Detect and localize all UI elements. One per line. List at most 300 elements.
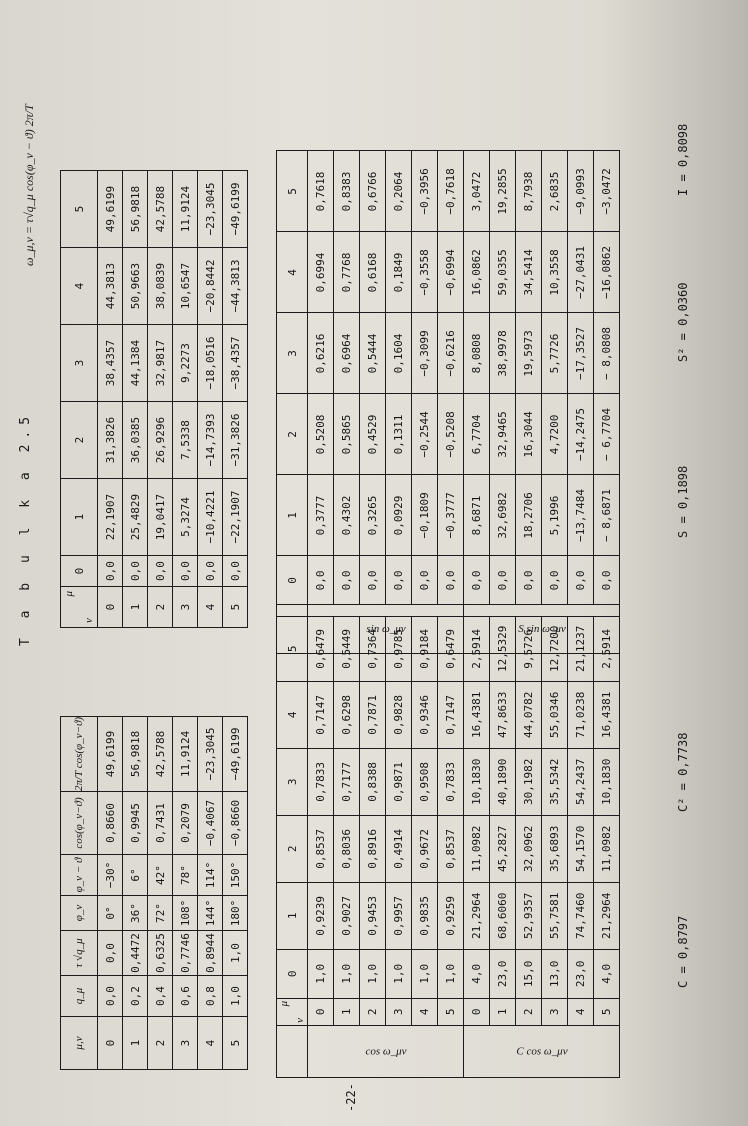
table-cell: 4,0 (464, 949, 490, 998)
table-cell: 32,9465 (490, 394, 516, 475)
table-cell: −49,6199 (223, 171, 248, 248)
header-cell: 2π/T cos(φ_ν−ϑ) (61, 716, 98, 791)
table-cell: − 8,6871 (594, 475, 620, 556)
table-cell: 11,0982 (464, 815, 490, 882)
table-cell: 3 (386, 998, 412, 1025)
ssin-row (490, 151, 516, 654)
table-cell: 2,6835 (542, 151, 568, 232)
table-cell: 45,2827 (490, 815, 516, 882)
page-number: -22- (344, 1083, 358, 1112)
table-cell: 0,7768 (334, 232, 360, 313)
table-cell: 4,7200 (542, 394, 568, 475)
table-cell: 0,4 (148, 976, 173, 1017)
table-cell: 0,8383 (334, 151, 360, 232)
table-cell: 0,7177 (334, 748, 360, 815)
table-cell: 34,5414 (516, 232, 542, 313)
header-cell: 5 (277, 151, 308, 232)
table-cell: 36,0385 (123, 402, 148, 479)
table-cell: −0,7618 (438, 151, 464, 232)
table-cell: 0 (308, 998, 334, 1025)
table-cell: 44,3813 (98, 248, 123, 325)
table-cell: 0,8537 (308, 815, 334, 882)
table-cell: −3,0472 (594, 151, 620, 232)
table-cell: 55,0346 (542, 681, 568, 748)
table-cell: 0,7147 (438, 681, 464, 748)
table-cell: −18,0516 (198, 325, 223, 402)
sin-body (308, 151, 620, 654)
table-cell: 0,7833 (308, 748, 334, 815)
table-cell: 0,1311 (386, 394, 412, 475)
table-cell: 56,9818 (123, 716, 148, 791)
table-cell: 74,7460 (568, 882, 594, 949)
header-cell: 3 (277, 313, 308, 394)
table-cell: 31,3826 (98, 402, 123, 479)
row-group-label (308, 1025, 464, 1077)
table-cell: 0,9346 (412, 681, 438, 748)
table-cell: −9,0993 (568, 151, 594, 232)
table-cell: 0,0 (438, 556, 464, 605)
parameter-row (123, 716, 148, 1069)
ssin-row (594, 151, 620, 654)
ssin-row (568, 151, 594, 654)
table-cell: 0,0 (360, 556, 386, 605)
table-cell: 2 (148, 587, 173, 628)
table-cell: 0,7431 (148, 792, 173, 855)
table-cell: 0,4529 (360, 394, 386, 475)
table-cell: 10,3558 (542, 232, 568, 313)
table-cell: 0,4914 (386, 815, 412, 882)
table-cell: −16,0862 (594, 232, 620, 313)
row-group-label-text: C cos ω_μν (515, 1045, 568, 1058)
table-cell: 13,0 (542, 949, 568, 998)
table-cell: 0,0 (308, 556, 334, 605)
header-cell: 2 (61, 402, 98, 479)
table-cell: 0,9453 (360, 882, 386, 949)
table-cell: 0,9259 (438, 882, 464, 949)
cos-row (386, 616, 412, 1077)
table-cell: 9,2273 (173, 325, 198, 402)
table-cell: 5 (438, 998, 464, 1025)
row-group-label (308, 605, 464, 654)
table-cell: 0,9785 (386, 616, 412, 681)
table-cell: 5 (223, 1017, 248, 1070)
header-cell: μ,ν (61, 1017, 98, 1070)
parameter-row (173, 716, 198, 1069)
table-cell: 2 (516, 998, 542, 1025)
sin-row (334, 151, 360, 654)
header-cell: φ_ν (61, 896, 98, 931)
table-cell: 38,4357 (98, 325, 123, 402)
header-cell: 2 (277, 815, 308, 882)
table-cell: 54,2437 (568, 748, 594, 815)
table-cell: 4 (198, 587, 223, 628)
table-cell: 8,7938 (516, 151, 542, 232)
header-cell: 1 (277, 882, 308, 949)
row-group-label (464, 605, 620, 654)
header-cell: 5 (61, 171, 98, 248)
ccos-row (568, 616, 594, 1077)
table-cell: −10,4221 (198, 479, 223, 556)
corner-mu: μ (278, 1000, 290, 1007)
table-cell: 3 (173, 587, 198, 628)
header-cell: cos(φ_ν−ϑ) (61, 792, 98, 855)
table-cell: −22,1907 (223, 479, 248, 556)
table-cell: −0,5208 (438, 394, 464, 475)
table-cell: −0,3777 (438, 475, 464, 556)
parameter-table (60, 716, 248, 1070)
table-cell: 1 (490, 998, 516, 1025)
table-cell: 0,5444 (360, 313, 386, 394)
cos-row (438, 616, 464, 1077)
table-cell: −30° (98, 855, 123, 896)
table-cell: 1,0 (386, 949, 412, 998)
table-cell: 0,2079 (173, 792, 198, 855)
table-cell: 0,8660 (98, 792, 123, 855)
sin-row (412, 151, 438, 654)
table-cell: 22,1907 (98, 479, 123, 556)
table-cell: 5,1996 (542, 475, 568, 556)
sin-row (386, 151, 412, 654)
table-cell: 0,0 (98, 976, 123, 1017)
table-cell: 12,7200 (542, 616, 568, 681)
table-cell: 0,0 (223, 556, 248, 587)
table-cell: 1,0 (223, 931, 248, 976)
ccos-row (516, 616, 542, 1077)
sin-header-row (277, 151, 308, 654)
table-cell: −0,3099 (412, 313, 438, 394)
table-cell: 16,0862 (464, 232, 490, 313)
corner-nu: ν (294, 1017, 306, 1023)
table-cell: 0,7618 (308, 151, 334, 232)
table-cell: 55,7581 (542, 882, 568, 949)
table-cell: 0,5208 (308, 394, 334, 475)
table-cell: 25,4829 (123, 479, 148, 556)
row-group-label-text: sin ω_μν (365, 623, 406, 636)
table-cell: 0,3777 (308, 475, 334, 556)
cos-row (334, 616, 360, 1077)
table-cell: 0,0 (568, 556, 594, 605)
table-cell: 16,4381 (594, 681, 620, 748)
sin-table (276, 150, 620, 654)
table-cell: 78° (173, 855, 198, 896)
table-cell: 0,6479 (308, 616, 334, 681)
table-cell: 0,6 (173, 976, 198, 1017)
table-cell: 50,9663 (123, 248, 148, 325)
table-cell: 10,1830 (464, 748, 490, 815)
table-cell: 2,5914 (594, 616, 620, 681)
table-cell: 0,8 (198, 976, 223, 1017)
table-cell: −0,6994 (438, 232, 464, 313)
table-cell: 7,5338 (173, 402, 198, 479)
table-cell: 6° (123, 855, 148, 896)
table-cell: 52,9357 (516, 882, 542, 949)
table-cell: 0,4302 (334, 475, 360, 556)
corner-nu: ν (83, 618, 95, 623)
table-cell: −14,2475 (568, 394, 594, 475)
table-cell: 2 (360, 998, 386, 1025)
table-cell: 54,1570 (568, 815, 594, 882)
table-cell: 0 (98, 1017, 123, 1070)
table-cell: 0,0 (148, 556, 173, 587)
omega-row (98, 171, 123, 628)
table-cell: 42,5788 (148, 171, 173, 248)
table-cell: 3 (173, 1017, 198, 1070)
table-cell: 42° (148, 855, 173, 896)
header-cell: 0 (61, 556, 98, 587)
table-cell: 8,6871 (464, 475, 490, 556)
table-cell: 6,7704 (464, 394, 490, 475)
table-cell: 15,0 (516, 949, 542, 998)
header-cell: 1 (61, 479, 98, 556)
table-cell: −27,0431 (568, 232, 594, 313)
ssin-row (516, 151, 542, 654)
table-cell: −0,8660 (223, 792, 248, 855)
table-cell: 56,9818 (123, 171, 148, 248)
table-cell: 35,6893 (542, 815, 568, 882)
table-cell: 32,0962 (516, 815, 542, 882)
c-squared-value: C² = 0,7738 (676, 732, 690, 812)
omega-row (223, 171, 248, 628)
table-cell: 0,6298 (334, 681, 360, 748)
table-cell: −0,1809 (412, 475, 438, 556)
table-cell: 16,3044 (516, 394, 542, 475)
table-cell: 72° (148, 896, 173, 931)
table-cell: 38,9978 (490, 313, 516, 394)
table-cell: 1 (123, 587, 148, 628)
table-cell: 1,0 (360, 949, 386, 998)
table-cell: 4 (568, 998, 594, 1025)
parameter-row (148, 716, 173, 1069)
corner-mu: μ (63, 591, 75, 597)
table-cell: 0,6325 (148, 931, 173, 976)
table-cell: 19,2855 (490, 151, 516, 232)
table-cell: 9,5726 (516, 616, 542, 681)
table-cell: 0,1849 (386, 232, 412, 313)
table-cell: 4 (198, 1017, 223, 1070)
parameter-row (223, 716, 248, 1069)
table-cell: 1,0 (223, 976, 248, 1017)
table-cell: − 8,0808 (594, 313, 620, 394)
parameter-row (98, 716, 123, 1069)
header-cell: q_μ (61, 976, 98, 1017)
c-value: C = 0,8797 (676, 915, 690, 988)
table-cell: −44,3813 (223, 248, 248, 325)
table-cell: 0,6994 (308, 232, 334, 313)
table-cell: 49,6199 (98, 171, 123, 248)
table-cell: 0,6766 (360, 151, 386, 232)
table-cell: 0,0 (594, 556, 620, 605)
table-cell: 0,7871 (360, 681, 386, 748)
table-cell: − 6,7704 (594, 394, 620, 475)
table-cell: 108° (173, 896, 198, 931)
table-cell: 1,0 (308, 949, 334, 998)
table-cell: 0,5865 (334, 394, 360, 475)
omega-row (123, 171, 148, 628)
table-cell: 8,0808 (464, 313, 490, 394)
table-cell: −0,3956 (412, 151, 438, 232)
table-cell: 10,1830 (594, 748, 620, 815)
table-cell: −23,3045 (198, 716, 223, 791)
table-cell: 5 (223, 587, 248, 628)
cos-body (308, 616, 620, 1077)
table-cell: 0,0 (98, 556, 123, 587)
cos-row (360, 616, 386, 1077)
table-cell: −38,4357 (223, 325, 248, 402)
table-cell: 2 (148, 1017, 173, 1070)
table-cell: −17,3527 (568, 313, 594, 394)
ssin-row (542, 151, 568, 654)
table-cell: −13,7484 (568, 475, 594, 556)
table-cell: 26,9296 (148, 402, 173, 479)
table-cell: 21,2964 (594, 882, 620, 949)
table-cell: 4 (412, 998, 438, 1025)
header-cell: 4 (61, 248, 98, 325)
i-value: I = 0,8098 (676, 123, 690, 196)
table-cell: 11,9124 (173, 171, 198, 248)
ccos-row (490, 616, 516, 1077)
table-cell: −31,3826 (223, 402, 248, 479)
sin-row (308, 151, 334, 654)
table-cell: −0,6216 (438, 313, 464, 394)
table-cell: 0,7833 (438, 748, 464, 815)
table-cell: 10,6547 (173, 248, 198, 325)
table-cell: 40,1890 (490, 748, 516, 815)
corner-cell (61, 587, 98, 628)
table-cell: 0,2 (123, 976, 148, 1017)
table-cell: 0,5449 (334, 616, 360, 681)
table-cell: 0,1604 (386, 313, 412, 394)
table-cell: 19,5973 (516, 313, 542, 394)
omega-table (60, 170, 248, 628)
formula: ω_μ,ν = τ√q_μ cos(φ_ν − ϑ) 2π/T (22, 104, 36, 266)
row-group-label-text: cos ω_μν (364, 1045, 407, 1058)
ccos-row (542, 616, 568, 1077)
header-cell: τ √q_μ (61, 931, 98, 976)
table-cell: 30,1982 (516, 748, 542, 815)
table-cell: 144° (198, 896, 223, 931)
table-cell: 47,8633 (490, 681, 516, 748)
omega-row (198, 171, 223, 628)
table-cell: 0,0 (123, 556, 148, 587)
corner-cell (277, 998, 308, 1025)
header-cell: φ_ν − ϑ (61, 855, 98, 896)
header-cell: 4 (277, 232, 308, 313)
table-cell: 0,9672 (412, 815, 438, 882)
table-cell: 1 (334, 998, 360, 1025)
omega-row (148, 171, 173, 628)
table-cell: 0,8916 (360, 815, 386, 882)
cos-header-row (277, 616, 308, 1077)
table-cell: 0,9184 (412, 616, 438, 681)
table-cell: −23,3045 (198, 171, 223, 248)
table-cell: 42,5788 (148, 716, 173, 791)
table-cell: 0 (464, 998, 490, 1025)
table-cell: 1,0 (438, 949, 464, 998)
ccos-row (594, 616, 620, 1077)
table-cell: 1,0 (412, 949, 438, 998)
cos-table (276, 616, 620, 1078)
table-cell: 3,0472 (464, 151, 490, 232)
header-cell: 5 (277, 616, 308, 681)
cos-row (412, 616, 438, 1077)
table-cell: 0,8537 (438, 815, 464, 882)
parameter-row (198, 716, 223, 1069)
table-cell: −20,8442 (198, 248, 223, 325)
table-cell: 23,0 (568, 949, 594, 998)
table-cell: 0,7746 (173, 931, 198, 976)
table-cell: 0,9871 (386, 748, 412, 815)
table-cell: 0,6168 (360, 232, 386, 313)
table-cell: 0,0 (490, 556, 516, 605)
table-cell: 59,0355 (490, 232, 516, 313)
table-cell: 0,7364 (360, 616, 386, 681)
table-cell: 68,6060 (490, 882, 516, 949)
header-cell: 3 (277, 748, 308, 815)
table-cell: 0,4472 (123, 931, 148, 976)
table-cell: 23,0 (490, 949, 516, 998)
parameter-header-row (61, 716, 98, 1069)
table-cell: 1,0 (334, 949, 360, 998)
ssin-row (464, 151, 490, 654)
table-cell: 0,6964 (334, 313, 360, 394)
table-cell: −49,6199 (223, 716, 248, 791)
table-cell: 0,9239 (308, 882, 334, 949)
table-cell: 0,0 (412, 556, 438, 605)
table-cell: 0° (98, 896, 123, 931)
header-cell: 0 (277, 556, 308, 605)
table-cell: 0,6479 (438, 616, 464, 681)
table-cell: 2,5914 (464, 616, 490, 681)
table-cell: 0,9945 (123, 792, 148, 855)
table-cell: 36° (123, 896, 148, 931)
table-cell: 0,0 (173, 556, 198, 587)
table-cell: 0,9835 (412, 882, 438, 949)
table-cell: 0,0 (98, 931, 123, 976)
header-cell: 2 (277, 394, 308, 475)
header-cell: 3 (61, 325, 98, 402)
table-cell: 19,0417 (148, 479, 173, 556)
table-cell: 35,5342 (542, 748, 568, 815)
table-cell: 0,6216 (308, 313, 334, 394)
table-cell: 16,4381 (464, 681, 490, 748)
table-cell: 0,9027 (334, 882, 360, 949)
table-cell: 0,7147 (308, 681, 334, 748)
header-cell: 1 (277, 475, 308, 556)
table-cell: 5,7726 (542, 313, 568, 394)
table-cell: 0,9828 (386, 681, 412, 748)
sin-row (438, 151, 464, 654)
table-cell: 11,9124 (173, 716, 198, 791)
table-cell: 1 (123, 1017, 148, 1070)
table-cell: 0,0 (386, 556, 412, 605)
table-title: T a b u l k a 2.5 (18, 410, 33, 646)
table-cell: 0,8388 (360, 748, 386, 815)
table-cell: 3 (542, 998, 568, 1025)
header-cell: 4 (277, 681, 308, 748)
parameter-body (98, 716, 248, 1069)
table-cell: 5 (594, 998, 620, 1025)
table-cell: 4,0 (594, 949, 620, 998)
table-cell: 21,2964 (464, 882, 490, 949)
table-cell: 0,3265 (360, 475, 386, 556)
table-cell: −0,2544 (412, 394, 438, 475)
table-cell: 44,1384 (123, 325, 148, 402)
table-cell: 0,0 (198, 556, 223, 587)
table-cell: 38,0839 (148, 248, 173, 325)
table-cell: 180° (223, 896, 248, 931)
s-squared-value: S² = 0,0360 (676, 282, 690, 362)
table-cell: −0,3558 (412, 232, 438, 313)
